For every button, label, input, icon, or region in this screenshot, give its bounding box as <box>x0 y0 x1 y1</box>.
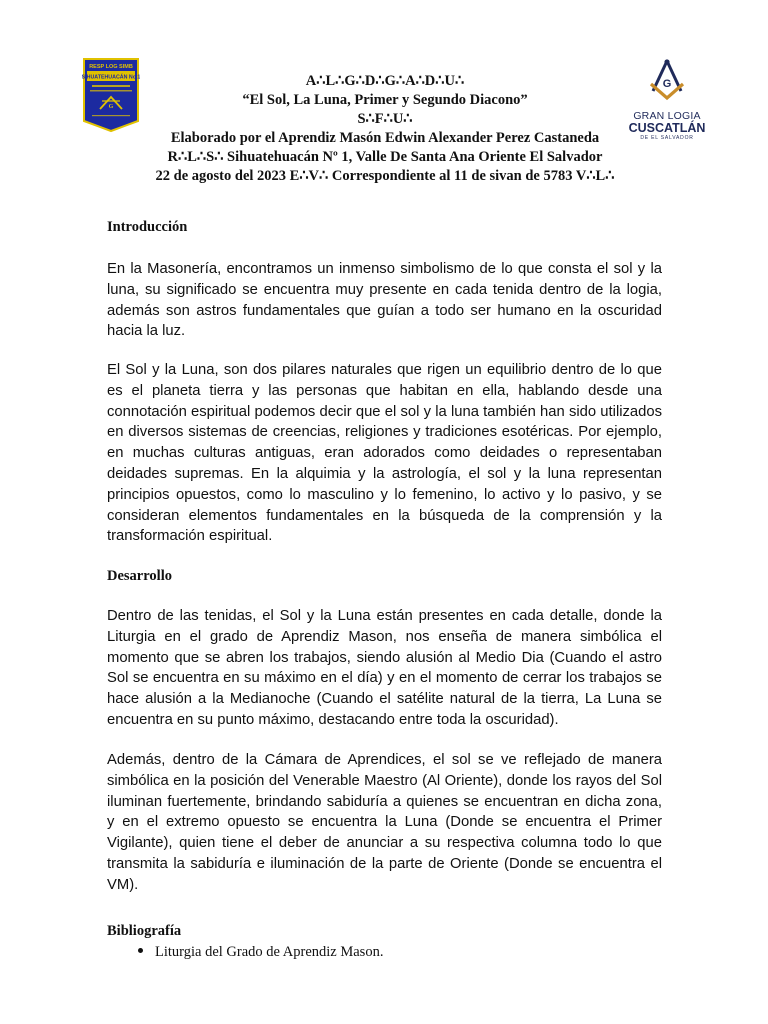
paragraph-line: encuentra en su punto máximo, destacando entre toda la oscuridad). <box>107 711 559 728</box>
development-paragraph-2 <box>107 750 662 896</box>
paragraph-line: En la Masonería, encontramos un inmenso simbolismo de lo que consta el sol y la <box>107 261 662 277</box>
lodge-logo-top-text: RESP LOG SIMB <box>89 64 133 70</box>
intro-paragraph-1 <box>107 259 662 342</box>
paragraph-line: transformación espiritual. <box>107 528 273 545</box>
grand-lodge-label-line2: CUSCATLÁN <box>628 121 706 135</box>
paragraph-line: hace alusión a la Medianoche (Cuando el satélite natural de la tierra, La Luna se <box>107 691 662 708</box>
paragraph-line: iluminan fuertemente, brindando sabiduría a quienes se encuentran en dicha zona, <box>107 793 662 810</box>
paragraph-line: deidades supremas. En la alquimia y la astrología, el sol y la luna representan <box>107 465 662 482</box>
lodge-logo-name: SIHUATEHUACÁN No.1 <box>82 74 140 81</box>
development-heading: Desarrollo <box>107 568 172 584</box>
paragraph-line: consideran elementos fundamentales en la búsqueda de la comprensión y la <box>107 507 662 524</box>
paragraph-line: Además, dentro de la Cámara de Aprendices, el sol se ve reflejado de manera <box>107 752 662 768</box>
paragraph-line: momento que se abren los trabajos, siendo alusión al Medio Dia (Cuando el astro <box>107 649 662 666</box>
paragraph-line: transmita la sabiduría e iluminación de la parte de Oriente (Donde se encuentra el <box>107 855 662 872</box>
grand-lodge-logo <box>627 58 707 153</box>
date-line: 22 de agosto del 2023 E∴V∴ Correspondiente al 11 de sivan de 5783 V∴L∴ <box>155 168 615 184</box>
development-paragraph-1 <box>107 606 662 731</box>
paragraph-line: Vigilante), quien tiene el deber de anunciar a su respectiva columna todo lo que <box>107 835 662 852</box>
intro-heading: Introducción <box>107 219 188 235</box>
paragraph-line: luna, su significado se encuentra muy presente en cada tenida dentro de la logia, <box>107 281 662 298</box>
grand-lodge-label-line3: DE EL SALVADOR <box>640 135 694 141</box>
bibliography-entry: Liturgia del Grado de Aprendiz Mason. <box>155 944 384 960</box>
paragraph-line: es el planeta tierra y las personas que habitan en ella, hablando desde una <box>107 382 662 399</box>
header-acronym: A∴L∴G∴D∴G∴A∴D∴U∴ <box>305 73 465 89</box>
svg-text:G: G <box>662 78 672 90</box>
square-and-compass-icon <box>645 58 689 104</box>
paragraph-line: en diversos sistemas de creencias, religiones y tradiciones esotéricas. Por ejemplo, <box>107 424 662 441</box>
list-item <box>130 944 383 961</box>
document-header <box>140 72 630 186</box>
paragraph-line: hacia la luz. <box>107 323 186 340</box>
paragraph-line: Liturgia en el grado de Aprendiz Mason, nos enseña de manera simbólica el <box>107 628 662 645</box>
paragraph-line: simbólica en la posición del Venerable Maestro (Al Oriente), donde los rayos del Sol <box>107 772 662 789</box>
paragraph-line: connotación espiritual podemos decir que el sol y la luna también han sido utilizados <box>107 403 662 420</box>
paragraph-line: y en el extremo opuesto se encuentra la Luna (Donde se encuentra el Primer <box>107 814 662 831</box>
svg-text:G: G <box>108 104 114 110</box>
author-line: Elaborado por el Aprendiz Masón Edwin Alexander Perez Castaneda <box>170 130 600 146</box>
paragraph-line: principios opuestos, como lo masculino y lo femenino, lo activo y lo pasivo, y se <box>107 486 662 503</box>
document-title: “El Sol, La Luna, Primer y Segundo Diacono” <box>242 92 528 108</box>
paragraph-line: El Sol y la Luna, son dos pilares naturales que rigen un equilibrio dentro de lo que <box>107 362 662 378</box>
lodge-logo <box>82 57 140 133</box>
paragraph-line: Sol se encuentra en su máximo en el día) y en el momento de cerrar los trabajos se <box>107 670 662 687</box>
lodge-banner-icon <box>82 57 140 133</box>
bullet-icon <box>138 948 143 953</box>
header-sfu: S∴F∴U∴ <box>357 111 413 127</box>
paragraph-line: además son astros fundamentales que guían a todo ser humano en la oscuridad <box>107 302 662 319</box>
grand-lodge-label-line1: GRAN LOGIA <box>633 110 701 122</box>
bibliography-list <box>130 944 383 961</box>
bibliography-heading: Bibliografía <box>107 923 182 939</box>
paragraph-line: en muchas culturas antiguas, eran adorados como deidades o representaban <box>107 445 662 462</box>
lodge-line: R∴L∴S∴ Sihuatehuacán Nº 1, Valle De Santa Ana Oriente El Salvador <box>167 149 603 165</box>
intro-paragraph-2 <box>107 360 662 547</box>
paragraph-line: VM). <box>107 876 139 893</box>
paragraph-line: Dentro de las tenidas, el Sol y la Luna están presentes en cada detalle, donde la <box>107 608 662 624</box>
